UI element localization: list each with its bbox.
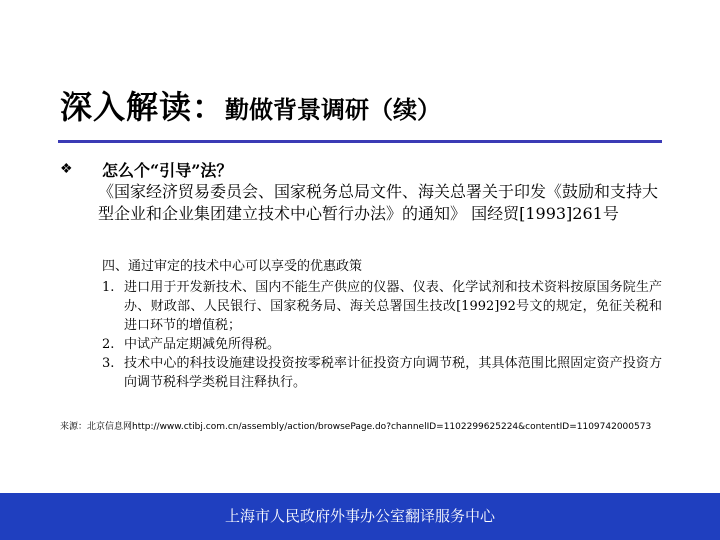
item-number: 2. [102, 337, 115, 352]
title-divider [58, 140, 662, 143]
title-main: 深入解读： [60, 88, 226, 126]
item-text: 技术中心的科技设施建设投资按零税率计征投资方向调节税，其具体范围比照固定资产投资方向调节税科学类税目注释执行。 [124, 356, 662, 390]
footer-text: 上海市人民政府外事办公室翻译服务中心 [224, 507, 495, 525]
section-heading: 四、通过审定的技术中心可以享受的优惠政策 [102, 259, 363, 274]
title-sub: 勤做背景调研（续） [225, 95, 442, 124]
item-text: 进口用于开发新技术、国内不能生产供应的仪器、仪表、化学试剂和技术资料按原国务院生产办、财政部、人民银行、国家税务局、海关总署国生技改[1992]92号文的规定，免征关税和进口环节的增值税； [124, 280, 662, 333]
question-heading: 怎么个“引导”法？ [102, 161, 233, 180]
source-note: 来源：北京信息网http://www.ctibj.com.cn/assembly/action/browsePage.do?channelID=1102299625224&contentID=1109742000573 [60, 422, 652, 432]
diamond-bullet-icon: ❖ [60, 161, 73, 177]
document-title: 《国家经济贸易委员会、国家税务总局文件、海关总署关于印发《鼓励和支持大型企业和企业集团建立技术中心暂行办法》的通知》 国经贸[1993]261号 [98, 182, 659, 223]
footer-bar [0, 493, 720, 540]
item-number: 1. [102, 280, 115, 295]
list-item [102, 335, 662, 354]
list-item [102, 278, 662, 335]
list-item [102, 354, 662, 392]
item-number: 3. [102, 356, 115, 371]
item-text: 中试产品定期减免所得税。 [124, 337, 281, 352]
policy-list [102, 278, 662, 392]
slide-title [60, 82, 441, 128]
